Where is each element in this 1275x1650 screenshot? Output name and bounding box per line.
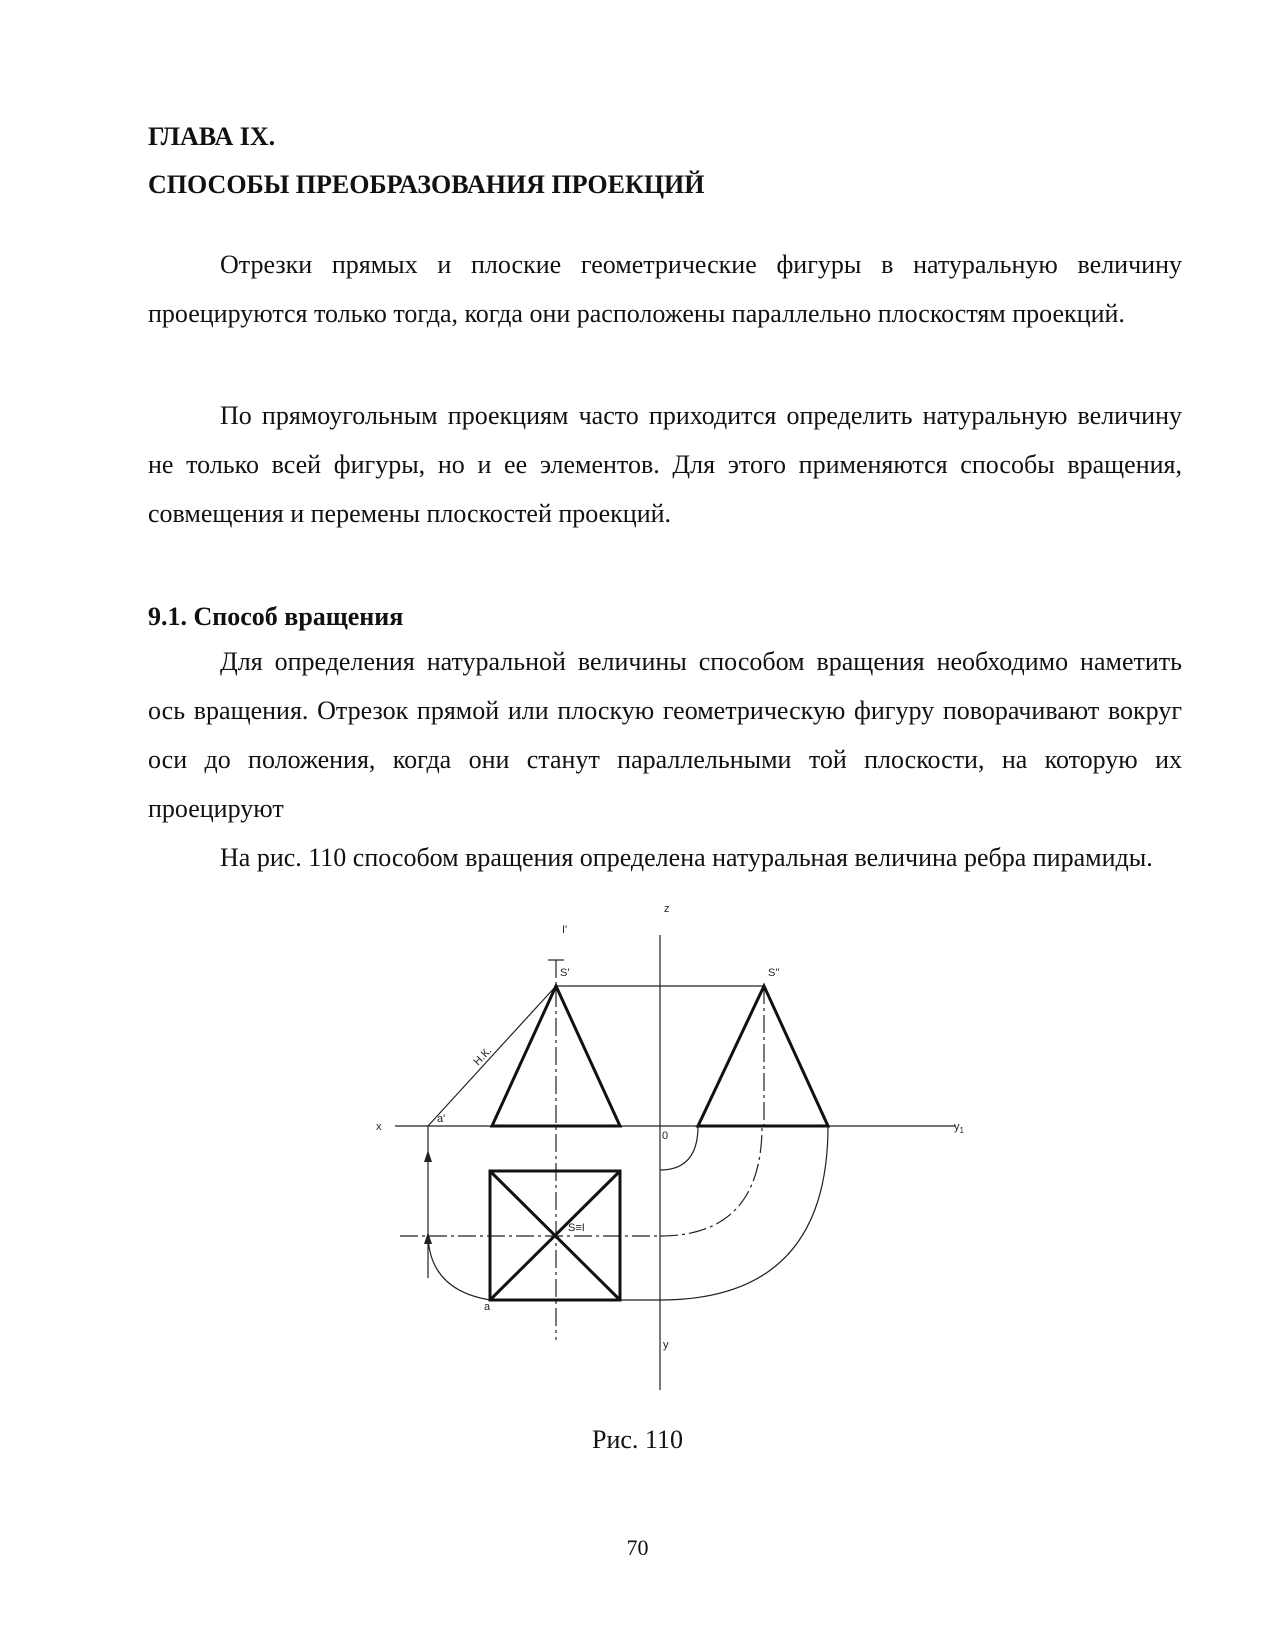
label-a-prime: a' (437, 1113, 446, 1125)
label-y1: $y_1$ (954, 1121, 964, 1135)
rotation-method-drawing (376, 903, 1020, 1420)
intro-paragraph-2: По прямоугольным проекциям часто приходится определить натуральную величину не только всей фигуры, но и ее элементов. Для этого применяются способы вращения, совмещения и перемены плоскостей проекций. (148, 401, 1182, 528)
section-paragraph-2: На рис. 110 способом вращения определена натуральная величина ребра пирамиды. (220, 843, 1153, 872)
page-number: 70 (626, 1535, 649, 1560)
section-title: 9.1. Способ вращения (148, 602, 404, 631)
label-s-eq-i: S≡I (568, 1222, 585, 1234)
label-origin: 0 (662, 1130, 669, 1142)
label-natural-size: Н.К. (471, 1044, 495, 1069)
transfer-curve-outer (620, 1126, 828, 1300)
label-y: y (663, 1339, 669, 1351)
label-i-prime: I' (562, 924, 568, 936)
intro-paragraph-1: Отрезки прямых и плоские геометрические фигуры в натуральную величину проецируются только тогда, когда они расположены параллельно плоскостям проекций. (148, 250, 1182, 328)
natural-size-line (428, 986, 556, 1126)
label-z: z (664, 903, 670, 915)
figure-caption: Рис. 110 (592, 1425, 683, 1454)
arrow-up-icon (424, 1232, 432, 1244)
side-view-pyramid (698, 986, 828, 1126)
chapter-title: СПОСОБЫ ПРЕОБРАЗОВАНИЯ ПРОЕКЦИЙ (148, 170, 705, 199)
arrow-up-icon (424, 1150, 432, 1162)
figure-110 (376, 903, 1020, 1420)
label-s-prime: S' (560, 967, 570, 979)
label-x: x (376, 1121, 382, 1133)
transfer-curve-middle (660, 1126, 762, 1236)
label-a: a (484, 1301, 491, 1313)
chapter-number: ГЛАВА IX. (148, 122, 276, 151)
rotation-arc-a (428, 1236, 490, 1300)
section-paragraph-1: Для определения натуральной величины способом вращения необходимо наметить ось вращения. Отрезок прямой или плоскую геометрическую фигуру поворачивают вокруг оси до положения, когда они станут параллельными той плоскости, на которую их проецируют (148, 647, 1182, 823)
label-s-double: S'' (768, 967, 780, 979)
